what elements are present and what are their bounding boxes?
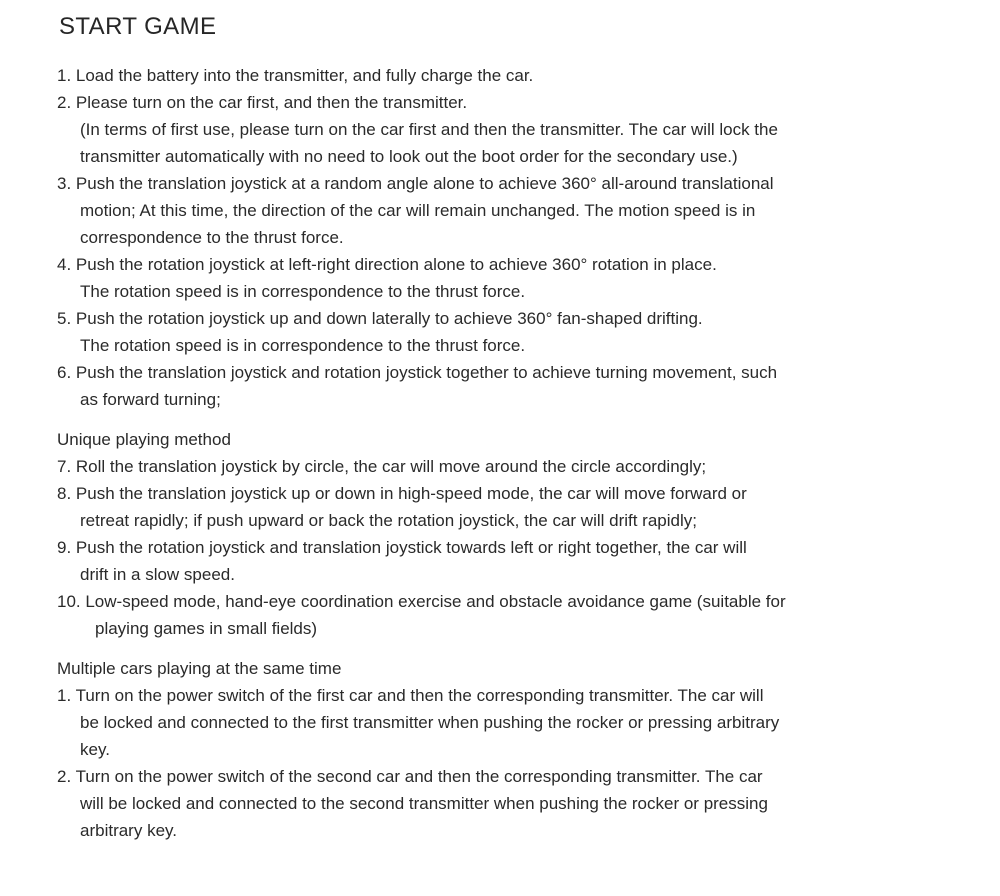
list-item-line: 5. Push the rotation joystick up and down laterally to achieve 360° fan-shaped drifting.	[57, 309, 703, 328]
list-item-line: correspondence to the thrust force.	[80, 228, 344, 247]
list-item-line: 1. Turn on the power switch of the first car and then the corresponding transmitter. The car will	[57, 686, 764, 705]
list-item-line: 7. Roll the translation joystick by circle, the car will move around the circle accordingly;	[57, 457, 707, 476]
list-item-line: key.	[80, 740, 110, 759]
list-item-line: drift in a slow speed.	[80, 565, 235, 584]
section-unique-playing-method	[57, 426, 980, 642]
list-item-line: 4. Push the rotation joystick at left-right direction alone to achieve 360° rotation in place.	[57, 255, 717, 274]
list-item-line: motion; At this time, the direction of the car will remain unchanged. The motion speed is in	[80, 201, 756, 220]
section-heading: Multiple cars playing at the same time	[57, 659, 342, 678]
list-item-line: 9. Push the rotation joystick and translation joystick towards left or right together, the car will	[57, 538, 747, 557]
list-item-line: transmitter automatically with no need to look out the boot order for the secondary use.)	[80, 147, 738, 166]
list-item-line: be locked and connected to the first transmitter when pushing the rocker or pressing arbitrary	[80, 713, 780, 732]
list-item-line: playing games in small fields)	[95, 619, 318, 638]
list-item-line: 6. Push the translation joystick and rotation joystick together to achieve turning movement, such	[57, 363, 778, 382]
list-item-line: 2. Please turn on the car first, and then the transmitter.	[57, 93, 468, 112]
list-item-line: 3. Push the translation joystick at a random angle alone to achieve 360° all-around translational	[57, 174, 774, 193]
list-item-line: The rotation speed is in correspondence to the thrust force.	[80, 282, 526, 301]
list-item-line: 10. Low-speed mode, hand-eye coordination exercise and obstacle avoidance game (suitable for	[57, 592, 786, 611]
page-title: START GAME	[59, 13, 217, 40]
section-start-game-steps	[57, 62, 980, 413]
list-item-line: 2. Turn on the power switch of the second car and then the corresponding transmitter. The car	[57, 767, 763, 786]
list-item-line: (In terms of first use, please turn on the car first and then the transmitter. The car will lock the	[80, 120, 778, 139]
list-item-line: will be locked and connected to the second transmitter when pushing the rocker or pressing	[80, 794, 768, 813]
list-item-line: The rotation speed is in correspondence to the thrust force.	[80, 336, 526, 355]
list-item-line: 1. Load the battery into the transmitter, and fully charge the car.	[57, 66, 534, 85]
list-item-line: as forward turning;	[80, 390, 221, 409]
list-item-line: arbitrary key.	[80, 821, 177, 840]
section-multiple-cars	[57, 655, 980, 844]
section-heading: Unique playing method	[57, 430, 231, 449]
list-item-line: retreat rapidly; if push upward or back the rotation joystick, the car will drift rapidly;	[80, 511, 697, 530]
list-item-line: 8. Push the translation joystick up or down in high-speed mode, the car will move forward or	[57, 484, 747, 503]
